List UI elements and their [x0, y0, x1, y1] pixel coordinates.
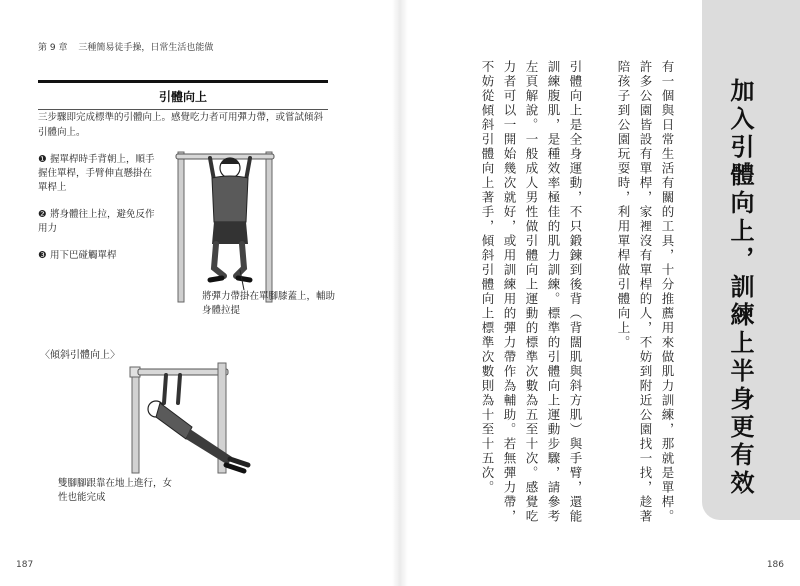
- inverted-row-figure: [120, 345, 270, 475]
- intro-text: 三步驟即完成標準的引體向上。感覺吃力者可用彈力帶，或嘗試傾斜引體向上。: [38, 112, 324, 138]
- step-2: [38, 208, 156, 236]
- chapter-label: 第 9 章: [38, 43, 68, 53]
- page-title: 加入引體向上，訓練上半身更有效: [726, 78, 754, 498]
- step-3-text: 用下巴碰觸單桿: [50, 250, 117, 261]
- step-1: [38, 153, 156, 195]
- page-number-right: 186: [766, 560, 784, 570]
- book-gutter: [392, 0, 408, 586]
- section-title: 引體向上: [38, 80, 328, 110]
- inverted-subhead: 〈傾斜引體向上〉: [40, 350, 120, 361]
- step-1-number: ❶: [38, 154, 47, 165]
- step-3-number: ❸: [38, 250, 47, 261]
- chapter-header: [38, 40, 213, 53]
- band-callout: 將彈力帶掛在單腳膝蓋上，輔助身體拉提: [202, 291, 336, 316]
- page-number-left: 187: [16, 560, 34, 570]
- pull-up-figure: [170, 140, 300, 305]
- step-3: [38, 249, 156, 263]
- body-paragraph-1: 有一個與日常生活有關的工具，十分推薦用來做肌力訓練，那就是單桿。許多公園皆設有單桿，家裡沒有單桿的人，不妨到附近公園找一找，趁著陪孩子到公園玩耍時，利用單桿做引體向上。: [616, 60, 675, 524]
- inverted-callout: 雙腳腳跟靠在地上進行，女性也能完成: [58, 478, 173, 503]
- body-paragraph-2: 引體向上是全身運動，不只鍛鍊到後背（背闊肌與斜方肌）與手臂，還能訓練腹肌，是種效率極佳的肌力訓練。標準的引體向上運動步驟，請參考左頁解說。一般成人男性做引體向上運動的標準次數為五至十次。感覺吃力者可以一開始幾次就好，或用訓練用的彈力帶作為輔助。若無彈力帶，不妨從傾斜引體向上著手，傾斜引體向上標準次數則為十至十五次。: [480, 60, 583, 524]
- step-1-text: 握單桿時手背朝上，順手握住單桿，手臂伸直懸掛在單桿上: [38, 154, 155, 193]
- step-2-number: ❷: [38, 209, 47, 220]
- chapter-title: 三種簡易徒手操，日常生活也能做: [78, 43, 214, 53]
- step-2-text: 將身體往上拉，避免反作用力: [38, 209, 155, 234]
